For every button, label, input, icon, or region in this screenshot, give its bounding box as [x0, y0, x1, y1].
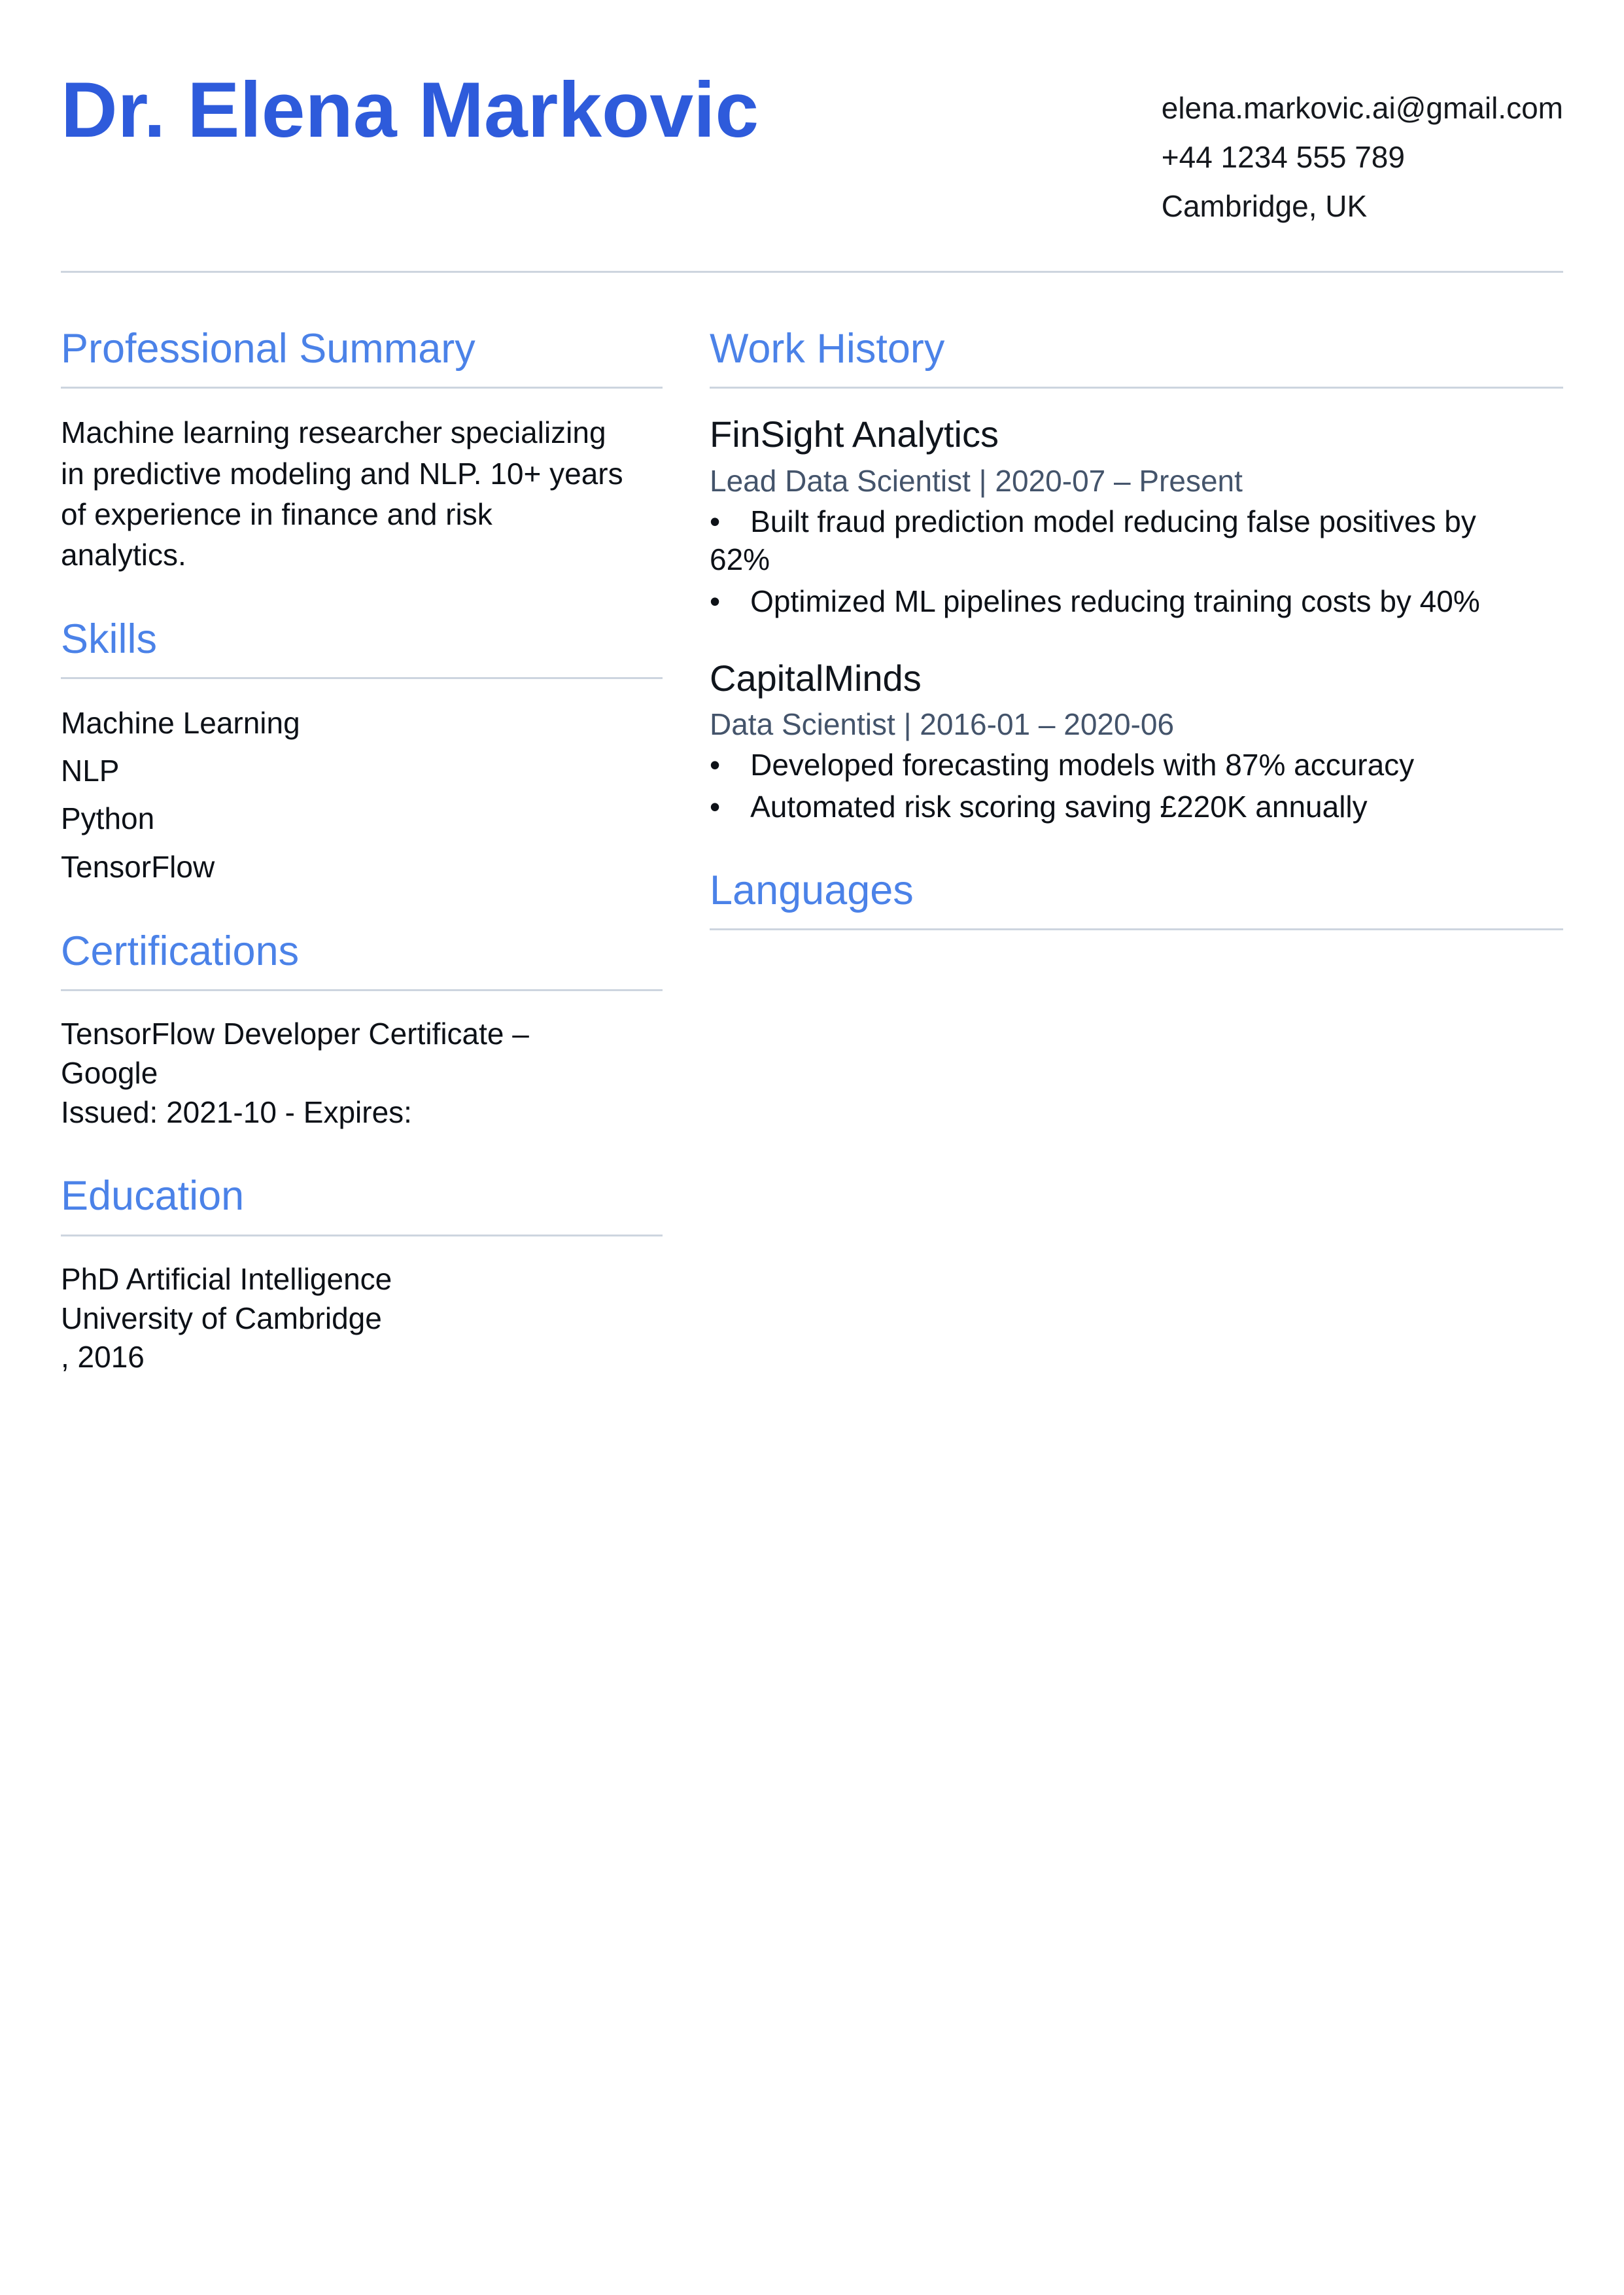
section-languages [710, 867, 1563, 930]
contact-email: elena.markovic.ai@gmail.com [1161, 91, 1563, 125]
section-divider [710, 387, 1563, 389]
section-education [61, 1172, 663, 1377]
job-bullet-text: Built fraud prediction model reducing false positives by 62% [710, 504, 1476, 576]
bullet-icon: • [710, 504, 721, 538]
certification-issued: Issued: 2021-10 - Expires: [61, 1095, 412, 1129]
section-divider [61, 989, 663, 991]
section-divider [61, 677, 663, 679]
certification-entry [61, 1015, 623, 1132]
job-bullet [710, 788, 1521, 826]
job-bullet-text: Optimized ML pipelines reducing training costs by 40% [750, 584, 1480, 618]
skills-list [61, 703, 663, 886]
job-entry [710, 412, 1563, 620]
skill-item: TensorFlow [61, 849, 215, 884]
section-title-certifications: Certifications [61, 928, 300, 974]
job-bullet-text: Developed forecasting models with 87% accuracy [750, 748, 1415, 782]
resume-header [61, 66, 1563, 223]
skill-item: Machine Learning [61, 706, 300, 741]
bullet-icon: • [710, 790, 721, 824]
contact-phone: +44 1234 555 789 [1161, 140, 1405, 174]
bullet-icon: • [710, 748, 721, 782]
job-bullet-list [710, 746, 1521, 826]
job-bullet [710, 583, 1521, 621]
job-bullet-text: Automated risk scoring saving £220K annually [750, 790, 1368, 824]
header-divider [61, 271, 1563, 273]
education-entry [61, 1260, 623, 1377]
section-work-history [710, 325, 1563, 826]
section-divider [61, 387, 663, 389]
job-role: Data Scientist | 2016-01 – 2020-06 [710, 707, 1175, 741]
skill-item: Python [61, 801, 155, 836]
resume-body [61, 325, 1563, 1377]
section-professional-summary [61, 325, 663, 575]
section-title-education: Education [61, 1173, 245, 1219]
section-divider [61, 1235, 663, 1236]
contact-block [1162, 93, 1563, 221]
section-title-languages: Languages [710, 867, 914, 913]
skill-item: NLP [61, 754, 120, 788]
contact-location: Cambridge, UK [1161, 189, 1368, 223]
section-title-skills: Skills [61, 616, 158, 662]
left-column [61, 325, 663, 1377]
summary-text: Machine learning researcher specializing in predictive modeling and NLP. 10+ years of experience in finance and risk analytics. [61, 415, 623, 572]
job-company: FinSight Analytics [710, 413, 999, 455]
section-title-work-history: Work History [710, 326, 945, 372]
job-company: CapitalMinds [710, 657, 922, 699]
section-certifications [61, 928, 663, 1132]
job-bullet [710, 503, 1521, 579]
section-skills [61, 616, 663, 887]
job-entry [710, 656, 1563, 826]
section-title-professional-summary: Professional Summary [61, 326, 475, 372]
job-bullet [710, 746, 1521, 784]
section-divider [710, 928, 1563, 930]
job-role: Lead Data Scientist | 2020-07 – Present [710, 463, 1243, 498]
candidate-name: Dr. Elena Markovic [61, 66, 759, 154]
right-column [710, 325, 1563, 1377]
education-degree: PhD Artificial Intelligence [61, 1261, 392, 1296]
education-school: University of Cambridge [61, 1301, 382, 1335]
education-year: , 2016 [61, 1340, 145, 1375]
job-bullet-list [710, 503, 1521, 621]
bullet-icon: • [710, 584, 721, 618]
certification-name: TensorFlow Developer Certificate – Google [61, 1017, 529, 1090]
